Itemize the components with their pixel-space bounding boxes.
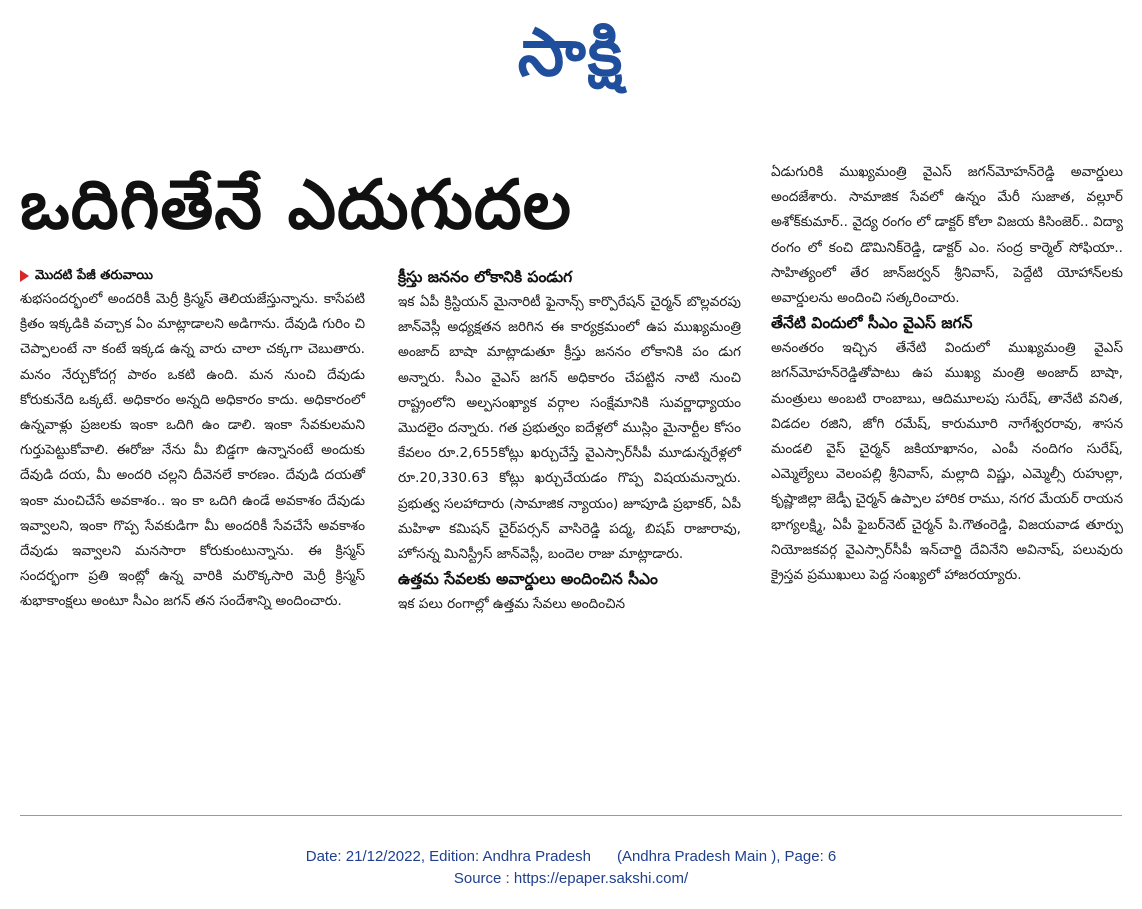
column-1-body: శుభసందర్భంలో అందరికీ మెర్రీ క్రిస్మస్ తెలియజేస్తున్నాను. కాసేపటి క్రితం ఇక్కడికి వచ్చాక ఏం మాట్లాడాలని అడిగాను. దేవుడి గురిం చి చెప్పాలంటే నా కంటే ఇక్కడ ఉన్న వారు చాలా చక్కగా చెబుతారు. మనం నేర్చుకోదగ్గ పాఠం ఒకటి ఉంది. మన నుంచి దేవుడు కోరుకునేది ఒక్కటే. అధికారం అన్నది అధికారం కాదు. అధికారంలో ఉన్నవాళ్లు ప్రజలకు ఇంకా ఒదిగి ఉం డాలి. ఇంకా సేవకులమని గుర్తుపెట్టుకోవాలి. ఈరోజు నేను మీ బిడ్డగా ఉన్నానంటే అందుకు దేవుడి దయ, మీ అందరి చల్లని దీవెనలే కారణం. దేవుడి దయతో ఇంకా మంచిచేసే అవకాశం.. ఇం కా ఒదిగి ఉండే అవకాశం దేవుడు ఇవ్వాలని, ఇంకా గొప్ప సేవకుడిగా మీ అందరికీ సేవచేసే అవకాశం దేవుడు ఇవ్వాలని మనసారా కోరుకుంటున్నాను. ఈ క్రిస్మస్ సందర్భంగా ప్రతి ఇంట్లో ఉన్న వారికి మరొక్కసారి మెర్రీ క్రిస్మస్ శుభాకాంక్షలు అంటూ సీఎం జగన్ తన సందేశాన్ని అందించారు.	[20, 291, 365, 610]
article-column-2	[398, 265, 741, 617]
column-2-body-1: ఇక ఏపీ క్రిస్టియన్ మైనారిటీ ఫైనాన్స్ కార్పొరేషన్ చైర్మన్ బొల్లవరపు జాన్‌వెస్లీ అధ్యక్షతన జరిగిన ఈ కార్యక్రమంలో ఉప ముఖ్యమంత్రి అంజాద్ బాషా మాట్లాడుతూ క్రీస్తు జననం లోకానికి పం డుగ అన్నారు. సీఎం వైఎస్ జగన్ అధికారం చేపట్టిన నాటి నుంచి రాష్ట్రంలోని అల్పసంఖ్యాక వర్గాల సంక్షేమానికి సువర్ణాధ్యాయం మొదలైం దన్నారు. గత ప్రభుత్వం ఐదేళ్లలో ముస్లిం మైనార్టీల కోసం కేవలం రూ.2,655కోట్లు ఖర్చుచేస్తే వైఎస్సార్‌సీపీ మూడున్నరేళ్లలో రూ.20,330.63 కోట్లు ఖర్చుచేయడం గొప్ప విషయమన్నారు. ప్రభుత్వ సలహాదారు (సామాజిక న్యాయం) జూపూడి ప్రభాకర్, ఏపీ మహిళా కమిషన్ చైర్‌పర్సన్ వాసిరెడ్డి పద్మ, బిషప్ రాజారావు, హోసన్న మినిస్ట్రీస్ జాన్‌వెస్లీ, బందెల రాజు మాట్లాడారు.	[398, 294, 741, 563]
footer-page: (Andhra Pradesh Main ), Page: 6	[616, 848, 837, 865]
footer-source-link[interactable]: Source : https://epaper.sakshi.com/	[453, 870, 689, 887]
masthead	[0, 8, 1142, 98]
sakshi-logo: సాక్షి	[517, 14, 625, 91]
subheading-tea-party: తేనేటి విందులో సీఎం వైఎస్ జగన్	[771, 314, 973, 333]
article-column-1	[20, 265, 365, 615]
subheading-christmas-festival: క్రీస్తు జననం లోకానికి పండుగ	[398, 268, 573, 286]
subheading-awards: ఉత్తమ సేవలకు అవార్డులు అందించిన సీఎం	[398, 570, 658, 589]
footer-date-edition: Date: 21/12/2022, Edition: Andhra Pradesh	[305, 848, 591, 865]
article-headline: ఒదిగితేనే ఎదుగుదల	[20, 166, 572, 245]
column-3-body-1: ఏడుగురికి ముఖ్యమంత్రి వైఎస్ జగన్‌మోహన్‌రెడ్డి అవార్డులు అందజేశారు. సామాజిక సేవలో ఉన్నం మేరీ సుజాత, వల్లూర్ అశోక్‌కుమార్.. వైద్య రంగం లో డాక్టర్ కోలా విజయ కిసింజెర్.. విద్యా రంగం లో కంచి డొమినిక్‌రెడ్డి, డాక్టర్ ఎం. సంద్ర కార్మెల్ సోఫియా.. సాహిత్యంలో తేర జాన్‌జర్వన్ శ్రీనివాస్, పెద్దేటి యోహాన్‌లకు అవార్డులను అందించి సత్కరించారు.	[771, 164, 1123, 307]
column-2-body-2: ఇక పలు రంగాల్లో ఉత్తమ సేవలు అందించిన	[398, 596, 626, 613]
continuation-kicker	[20, 265, 365, 287]
article-column-3	[771, 160, 1123, 588]
footer-divider	[20, 815, 1122, 816]
column-3-body-2: అనంతరం ఇచ్చిన తేనేటి విందులో ముఖ్యమంత్రి వైఎస్ జగన్‌మోహన్‌రెడ్డితోపాటు ఉప ముఖ్య మంత్రి అంజాద్ బాషా, మంత్రులు అంబటి రాంబాబు, ఆదిమూలపు సురేష్, తానేటి వనిత, విడదల రజిని, జోగి రమేష్, కారుమూరి నాగేశ్వరరావు, శాసన మండలి వైస్ చైర్మన్ జకియాఖానం, ఎంపీ నందిగం సురేష్, ఎమ్మెల్యేలు వెలంపల్లి శ్రీనివాస్, మల్లాది విష్ణు, ఎమ్మెల్సీ రుహుల్లా, కృష్ణాజిల్లా జెడ్పీ చైర్మన్ ఉప్పాల హారిక రాము, నగర మేయర్ రాయన భాగ్యలక్ష్మి, ఏపీ ఫైబర్‌నెట్ చైర్మన్ పి.గౌతంరెడ్డి, విజయవాడ తూర్పు నియోజకవర్గ వైఎస్సార్‌సీపీ ఇన్‌చార్జి దేవినేని అవినాష్, పలువురు క్రైస్తవ ప్రముఖులు పెద్ద సంఖ్యలో హాజరయ్యారు.	[771, 340, 1123, 584]
play-arrow-icon	[20, 270, 29, 282]
kicker-label: మొదటి పేజీ తరువాయి	[35, 268, 153, 283]
footer-date-line	[0, 846, 1142, 868]
epaper-footer	[0, 846, 1142, 890]
